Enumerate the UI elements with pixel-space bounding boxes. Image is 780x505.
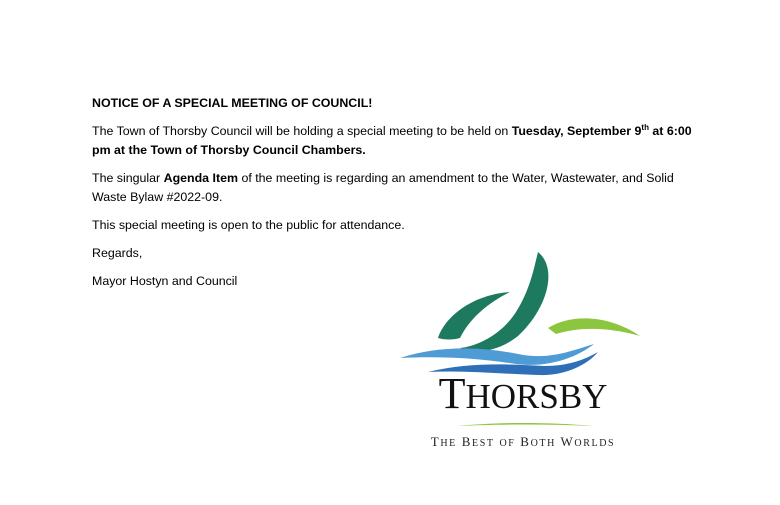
tagline-word-both [520, 434, 556, 449]
logo-emblem [398, 248, 648, 378]
lime-swoosh-shape [548, 318, 640, 336]
tagline-cap: B [461, 434, 472, 449]
logo-tagline [398, 434, 648, 452]
logo-wordmark [398, 369, 648, 419]
date-ordinal-suffix: th [641, 122, 649, 132]
tagline-cap: W [560, 434, 575, 449]
tagline-cap: T [430, 434, 441, 449]
tagline-small-caps: OTH [530, 438, 556, 449]
notice-regards: Regards, [92, 246, 143, 260]
tagline-word-the [431, 434, 457, 449]
tagline-cap: B [520, 434, 531, 449]
tagline-word-worlds [561, 434, 616, 449]
thorsby-logo [398, 248, 648, 458]
tagline-small-caps: ORLDS [574, 438, 616, 449]
agenda-item-label: Agenda Item [163, 171, 238, 185]
tagline-word-of [499, 434, 515, 449]
notice-paragraph-public: This special meeting is open to the public for attendance. [92, 218, 405, 232]
tagline-small-caps: HE [440, 438, 457, 449]
date-intro-text: The Town of Thorsby Council will be holding a special meeting to be held on [92, 124, 512, 138]
logo-underline [398, 420, 648, 430]
notice-paragraph-date [92, 122, 702, 160]
tagline-small-caps: OF [499, 438, 516, 449]
agenda-intro-text: The singular [92, 171, 164, 185]
notice-heading: NOTICE OF A SPECIAL MEETING OF COUNCIL! [92, 96, 373, 110]
tagline-small-caps: EST [471, 438, 495, 449]
notice-signature: Mayor Hostyn and Council [92, 274, 238, 288]
agenda-description: of the meeting is regarding an amendment to the Water, Wastewater, and Solid Waste Bylaw #2022-09. [92, 171, 674, 204]
meeting-date-day: Tuesday, September 9 [511, 124, 642, 138]
wordmark-rest: HORSBY [465, 377, 608, 416]
tagline-word-best [462, 434, 495, 449]
wordmark-initial: T [438, 369, 466, 418]
teal-leaf-shape [460, 252, 548, 351]
notice-paragraph-agenda [92, 169, 702, 207]
meeting-time-location: at 6:00 pm at the Town of Thorsby Council Chambers. [92, 124, 692, 157]
